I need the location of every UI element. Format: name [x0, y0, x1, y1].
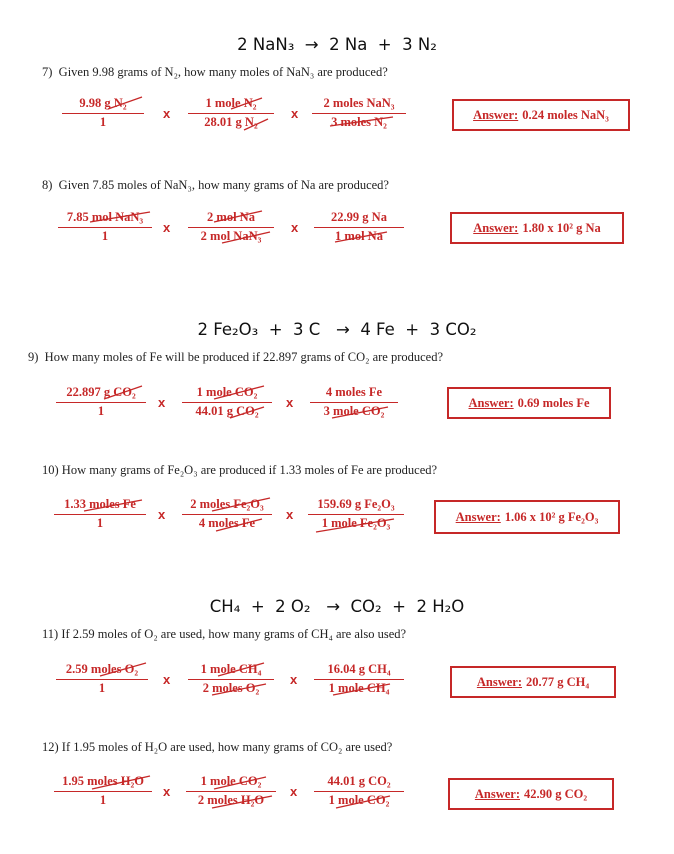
- denominator: 4 moles Fe: [198, 516, 256, 530]
- numerator: 22.99 g Na: [331, 210, 387, 224]
- multiply-sign: x: [158, 507, 166, 522]
- fraction-1: [56, 385, 146, 419]
- fraction-3: [312, 96, 406, 130]
- denominator: 3 mole CO₂: [323, 404, 385, 418]
- multiply-sign: x: [290, 784, 298, 799]
- answer-value: 0.69 moles Fe: [517, 395, 590, 410]
- multiply-sign: x: [163, 106, 171, 121]
- fraction-3: [310, 385, 398, 419]
- answer-value: 20.77 g CH₄: [526, 674, 590, 689]
- answer-label: Answer:: [455, 509, 501, 524]
- multiply-sign: x: [291, 220, 299, 235]
- denominator: 3 moles N₂: [331, 115, 387, 129]
- denominator: 2 mol NaN₃: [200, 229, 262, 243]
- answer-label: Answer:: [468, 395, 514, 410]
- answer-box: [450, 212, 624, 244]
- answer-value: 0.24 moles NaN₃: [522, 107, 609, 122]
- numerator: 1.33 moles Fe: [64, 497, 136, 511]
- question-12: 12) If 1.95 moles of H₂O are used, how many grams of CO₂ are used?: [42, 740, 393, 754]
- denominator: 1: [99, 115, 107, 129]
- numerator: 16.04 g CH₄: [327, 662, 391, 676]
- equation-sodium-azide: 2 NaN₃ → 2 Na + 3 N₂: [237, 35, 437, 54]
- numerator: 2 mol Na: [207, 210, 255, 224]
- question-9: 9) How many moles of Fe will be produced if 22.897 grams of CO₂ are produced?: [28, 350, 444, 364]
- question-8: 8) Given 7.85 moles of NaN₃, how many grams of Na are produced?: [42, 178, 389, 192]
- fraction-3: [314, 662, 404, 696]
- multiply-sign: x: [286, 507, 294, 522]
- denominator: 28.01 g N₂: [204, 115, 258, 129]
- answer-box: [434, 500, 620, 534]
- question-10: 10) How many grams of Fe₂O₃ are produced if 1.33 moles of Fe are produced?: [42, 463, 438, 477]
- fraction-1: [56, 662, 148, 696]
- answer-box: [452, 99, 630, 131]
- fraction-2: [182, 385, 272, 419]
- numerator: 2.59 moles O₂: [65, 662, 139, 676]
- denominator: 1 mole CO₂: [328, 793, 390, 807]
- numerator: 159.69 g Fe₂O₃: [317, 497, 395, 511]
- multiply-sign: x: [163, 784, 171, 799]
- answer-label: Answer:: [473, 220, 519, 235]
- equation-methane: CH₄ + 2 O₂ → CO₂ + 2 H₂O: [209, 597, 465, 616]
- fraction-2: [186, 774, 276, 808]
- multiply-sign: x: [286, 395, 294, 410]
- denominator: 44.01 g CO₂: [195, 404, 259, 418]
- answer-box: [448, 778, 614, 810]
- multiply-sign: x: [290, 672, 298, 687]
- denominator: 1 mole CH₄: [328, 681, 390, 695]
- question-7: 7) Given 9.98 grams of N₂, how many moles of NaN₃ are produced?: [42, 65, 388, 79]
- fraction-3: [314, 210, 404, 244]
- fraction-3: [314, 774, 404, 808]
- denominator: 2 moles H₂O: [197, 793, 265, 807]
- fraction-2: [182, 497, 272, 531]
- answer-value: 1.06 x 10² g Fe₂O₃: [504, 509, 599, 524]
- denominator: 1 mol Na: [335, 229, 383, 243]
- fraction-1: [58, 210, 152, 244]
- numerator: 2 moles NaN₃: [323, 96, 395, 110]
- multiply-sign: x: [163, 220, 171, 235]
- answer-box: [450, 666, 616, 698]
- numerator: 22.897 g CO₂: [66, 385, 136, 399]
- fraction-1: [54, 774, 152, 808]
- fraction-1: [62, 96, 144, 130]
- numerator: 4 moles Fe: [325, 385, 383, 399]
- denominator: 1: [96, 516, 104, 530]
- question-11: 11) If 2.59 moles of O₂ are used, how many grams of CH₄ are also used?: [42, 627, 407, 641]
- answer-value: 1.80 x 10² g Na: [522, 220, 601, 235]
- denominator: 1: [101, 229, 109, 243]
- numerator: 44.01 g CO₂: [327, 774, 391, 788]
- numerator: 1 mole CO₂: [196, 385, 258, 399]
- numerator: 1 mole CH₄: [200, 662, 262, 676]
- numerator: 7.85 mol NaN₃: [66, 210, 144, 224]
- fraction-1: [54, 497, 146, 531]
- answer-label: Answer:: [473, 107, 519, 122]
- denominator: 2 moles O₂: [202, 681, 260, 695]
- answer-value: 42.90 g CO₂: [524, 786, 588, 801]
- denominator: 1: [97, 404, 105, 418]
- fraction-3: [308, 497, 404, 531]
- fraction-2: [188, 96, 274, 130]
- answer-box: [447, 387, 611, 419]
- denominator: 1: [99, 793, 107, 807]
- multiply-sign: x: [158, 395, 166, 410]
- denominator: 1 mole Fe₂O₃: [321, 516, 391, 530]
- answer-label: Answer:: [476, 674, 522, 689]
- equation-iron-oxide: 2 Fe₂O₃ + 3 C → 4 Fe + 3 CO₂: [197, 320, 477, 339]
- multiply-sign: x: [291, 106, 299, 121]
- numerator: 9.98 g N₂: [79, 96, 127, 110]
- fraction-2: [188, 210, 274, 244]
- answer-label: Answer:: [474, 786, 520, 801]
- numerator: 1 mole CO₂: [200, 774, 262, 788]
- multiply-sign: x: [163, 672, 171, 687]
- numerator: 2 moles Fe₂O₃: [190, 497, 264, 511]
- numerator: 1 mole N₂: [205, 96, 257, 110]
- denominator: 1: [98, 681, 106, 695]
- numerator: 1.95 moles H₂O: [62, 774, 144, 788]
- fraction-2: [188, 662, 274, 696]
